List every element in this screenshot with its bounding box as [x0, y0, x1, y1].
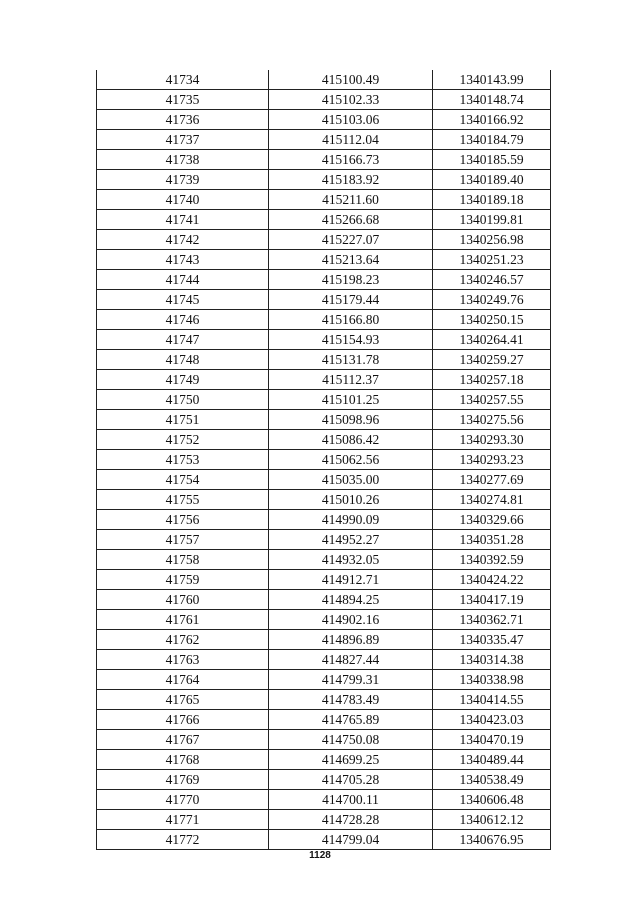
- y-coordinate-cell: 1340264.41: [433, 330, 551, 350]
- table-row: [97, 810, 551, 830]
- y-coordinate-cell: 1340424.22: [433, 570, 551, 590]
- point-id-cell: 41766: [97, 710, 269, 730]
- x-coordinate-cell: 415198.23: [269, 270, 433, 290]
- x-coordinate-cell: 414799.31: [269, 670, 433, 690]
- x-coordinate-cell: 414750.08: [269, 730, 433, 750]
- point-id-cell: 41734: [97, 70, 269, 90]
- x-coordinate-cell: 415211.60: [269, 190, 433, 210]
- x-coordinate-cell: 415112.37: [269, 370, 433, 390]
- point-id-cell: 41760: [97, 590, 269, 610]
- table-row: [97, 770, 551, 790]
- y-coordinate-cell: 1340166.92: [433, 110, 551, 130]
- table-row: [97, 790, 551, 810]
- point-id-cell: 41752: [97, 430, 269, 450]
- y-coordinate-cell: 1340423.03: [433, 710, 551, 730]
- y-coordinate-cell: 1340184.79: [433, 130, 551, 150]
- x-coordinate-cell: 415131.78: [269, 350, 433, 370]
- table-row: [97, 370, 551, 390]
- x-coordinate-cell: 414705.28: [269, 770, 433, 790]
- point-id-cell: 41750: [97, 390, 269, 410]
- table-row: [97, 590, 551, 610]
- point-id-cell: 41769: [97, 770, 269, 790]
- x-coordinate-cell: 414700.11: [269, 790, 433, 810]
- table-row: [97, 750, 551, 770]
- x-coordinate-cell: 415179.44: [269, 290, 433, 310]
- y-coordinate-cell: 1340251.23: [433, 250, 551, 270]
- x-coordinate-cell: 414765.89: [269, 710, 433, 730]
- point-id-cell: 41738: [97, 150, 269, 170]
- point-id-cell: 41761: [97, 610, 269, 630]
- x-coordinate-cell: 414699.25: [269, 750, 433, 770]
- table-row: [97, 690, 551, 710]
- table-row: [97, 230, 551, 250]
- table-row: [97, 410, 551, 430]
- table-row: [97, 70, 551, 90]
- table-row: [97, 510, 551, 530]
- y-coordinate-cell: 1340351.28: [433, 530, 551, 550]
- x-coordinate-cell: 414902.16: [269, 610, 433, 630]
- point-id-cell: 41737: [97, 130, 269, 150]
- table-row: [97, 670, 551, 690]
- y-coordinate-cell: 1340414.55: [433, 690, 551, 710]
- point-id-cell: 41762: [97, 630, 269, 650]
- x-coordinate-cell: 414728.28: [269, 810, 433, 830]
- point-id-cell: 41758: [97, 550, 269, 570]
- x-coordinate-cell: 415183.92: [269, 170, 433, 190]
- point-id-cell: 41771: [97, 810, 269, 830]
- point-id-cell: 41772: [97, 830, 269, 850]
- y-coordinate-cell: 1340257.18: [433, 370, 551, 390]
- x-coordinate-cell: 414990.09: [269, 510, 433, 530]
- point-id-cell: 41764: [97, 670, 269, 690]
- point-id-cell: 41744: [97, 270, 269, 290]
- y-coordinate-cell: 1340538.49: [433, 770, 551, 790]
- point-id-cell: 41751: [97, 410, 269, 430]
- x-coordinate-cell: 414912.71: [269, 570, 433, 590]
- x-coordinate-cell: 414896.89: [269, 630, 433, 650]
- y-coordinate-cell: 1340246.57: [433, 270, 551, 290]
- x-coordinate-cell: 414827.44: [269, 650, 433, 670]
- y-coordinate-cell: 1340489.44: [433, 750, 551, 770]
- table-row: [97, 570, 551, 590]
- point-id-cell: 41743: [97, 250, 269, 270]
- y-coordinate-cell: 1340249.76: [433, 290, 551, 310]
- y-coordinate-cell: 1340257.55: [433, 390, 551, 410]
- x-coordinate-cell: 414932.05: [269, 550, 433, 570]
- table-row: [97, 330, 551, 350]
- point-id-cell: 41765: [97, 690, 269, 710]
- coordinate-table-body: [97, 70, 551, 850]
- y-coordinate-cell: 1340329.66: [433, 510, 551, 530]
- table-row: [97, 710, 551, 730]
- y-coordinate-cell: 1340185.59: [433, 150, 551, 170]
- y-coordinate-cell: 1340259.27: [433, 350, 551, 370]
- point-id-cell: 41740: [97, 190, 269, 210]
- x-coordinate-cell: 414952.27: [269, 530, 433, 550]
- y-coordinate-cell: 1340293.23: [433, 450, 551, 470]
- x-coordinate-cell: 415102.33: [269, 90, 433, 110]
- table-row: [97, 290, 551, 310]
- coordinate-table: [96, 70, 551, 850]
- x-coordinate-cell: 415103.06: [269, 110, 433, 130]
- point-id-cell: 41754: [97, 470, 269, 490]
- y-coordinate-cell: 1340199.81: [433, 210, 551, 230]
- point-id-cell: 41735: [97, 90, 269, 110]
- y-coordinate-cell: 1340189.40: [433, 170, 551, 190]
- point-id-cell: 41748: [97, 350, 269, 370]
- table-row: [97, 550, 551, 570]
- table-row: [97, 310, 551, 330]
- x-coordinate-cell: 415266.68: [269, 210, 433, 230]
- x-coordinate-cell: 415010.26: [269, 490, 433, 510]
- y-coordinate-cell: 1340612.12: [433, 810, 551, 830]
- y-coordinate-cell: 1340250.15: [433, 310, 551, 330]
- x-coordinate-cell: 414799.04: [269, 830, 433, 850]
- point-id-cell: 41755: [97, 490, 269, 510]
- x-coordinate-cell: 415227.07: [269, 230, 433, 250]
- x-coordinate-cell: 415166.73: [269, 150, 433, 170]
- point-id-cell: 41747: [97, 330, 269, 350]
- x-coordinate-cell: 415098.96: [269, 410, 433, 430]
- table-row: [97, 210, 551, 230]
- point-id-cell: 41741: [97, 210, 269, 230]
- point-id-cell: 41768: [97, 750, 269, 770]
- y-coordinate-cell: 1340338.98: [433, 670, 551, 690]
- x-coordinate-cell: 414783.49: [269, 690, 433, 710]
- table-row: [97, 130, 551, 150]
- y-coordinate-cell: 1340470.19: [433, 730, 551, 750]
- point-id-cell: 41753: [97, 450, 269, 470]
- y-coordinate-cell: 1340277.69: [433, 470, 551, 490]
- table-row: [97, 530, 551, 550]
- table-row: [97, 470, 551, 490]
- point-id-cell: 41736: [97, 110, 269, 130]
- table-row: [97, 610, 551, 630]
- point-id-cell: 41759: [97, 570, 269, 590]
- point-id-cell: 41746: [97, 310, 269, 330]
- point-id-cell: 41739: [97, 170, 269, 190]
- point-id-cell: 41763: [97, 650, 269, 670]
- y-coordinate-cell: 1340314.38: [433, 650, 551, 670]
- table-row: [97, 110, 551, 130]
- y-coordinate-cell: 1340392.59: [433, 550, 551, 570]
- y-coordinate-cell: 1340148.74: [433, 90, 551, 110]
- y-coordinate-cell: 1340274.81: [433, 490, 551, 510]
- table-row: [97, 350, 551, 370]
- y-coordinate-cell: 1340275.56: [433, 410, 551, 430]
- table-row: [97, 250, 551, 270]
- table-row: [97, 150, 551, 170]
- x-coordinate-cell: 415154.93: [269, 330, 433, 350]
- y-coordinate-cell: 1340189.18: [433, 190, 551, 210]
- point-id-cell: 41767: [97, 730, 269, 750]
- y-coordinate-cell: 1340606.48: [433, 790, 551, 810]
- point-id-cell: 41757: [97, 530, 269, 550]
- table-row: [97, 90, 551, 110]
- table-row: [97, 650, 551, 670]
- x-coordinate-cell: 415101.25: [269, 390, 433, 410]
- x-coordinate-cell: 415035.00: [269, 470, 433, 490]
- point-id-cell: 41749: [97, 370, 269, 390]
- point-id-cell: 41770: [97, 790, 269, 810]
- x-coordinate-cell: 415062.56: [269, 450, 433, 470]
- table-row: [97, 390, 551, 410]
- y-coordinate-cell: 1340335.47: [433, 630, 551, 650]
- x-coordinate-cell: 414894.25: [269, 590, 433, 610]
- point-id-cell: 41742: [97, 230, 269, 250]
- table-row: [97, 170, 551, 190]
- y-coordinate-cell: 1340362.71: [433, 610, 551, 630]
- table-row: [97, 730, 551, 750]
- table-row: [97, 490, 551, 510]
- x-coordinate-cell: 415213.64: [269, 250, 433, 270]
- x-coordinate-cell: 415100.49: [269, 70, 433, 90]
- x-coordinate-cell: 415166.80: [269, 310, 433, 330]
- point-id-cell: 41745: [97, 290, 269, 310]
- x-coordinate-cell: 415086.42: [269, 430, 433, 450]
- table-row: [97, 190, 551, 210]
- y-coordinate-cell: 1340417.19: [433, 590, 551, 610]
- y-coordinate-cell: 1340293.30: [433, 430, 551, 450]
- y-coordinate-cell: 1340676.95: [433, 830, 551, 850]
- y-coordinate-cell: 1340143.99: [433, 70, 551, 90]
- table-row: [97, 830, 551, 850]
- x-coordinate-cell: 415112.04: [269, 130, 433, 150]
- table-row: [97, 430, 551, 450]
- y-coordinate-cell: 1340256.98: [433, 230, 551, 250]
- table-row: [97, 270, 551, 290]
- point-id-cell: 41756: [97, 510, 269, 530]
- table-row: [97, 630, 551, 650]
- table-row: [97, 450, 551, 470]
- page-number: 1128: [309, 850, 331, 861]
